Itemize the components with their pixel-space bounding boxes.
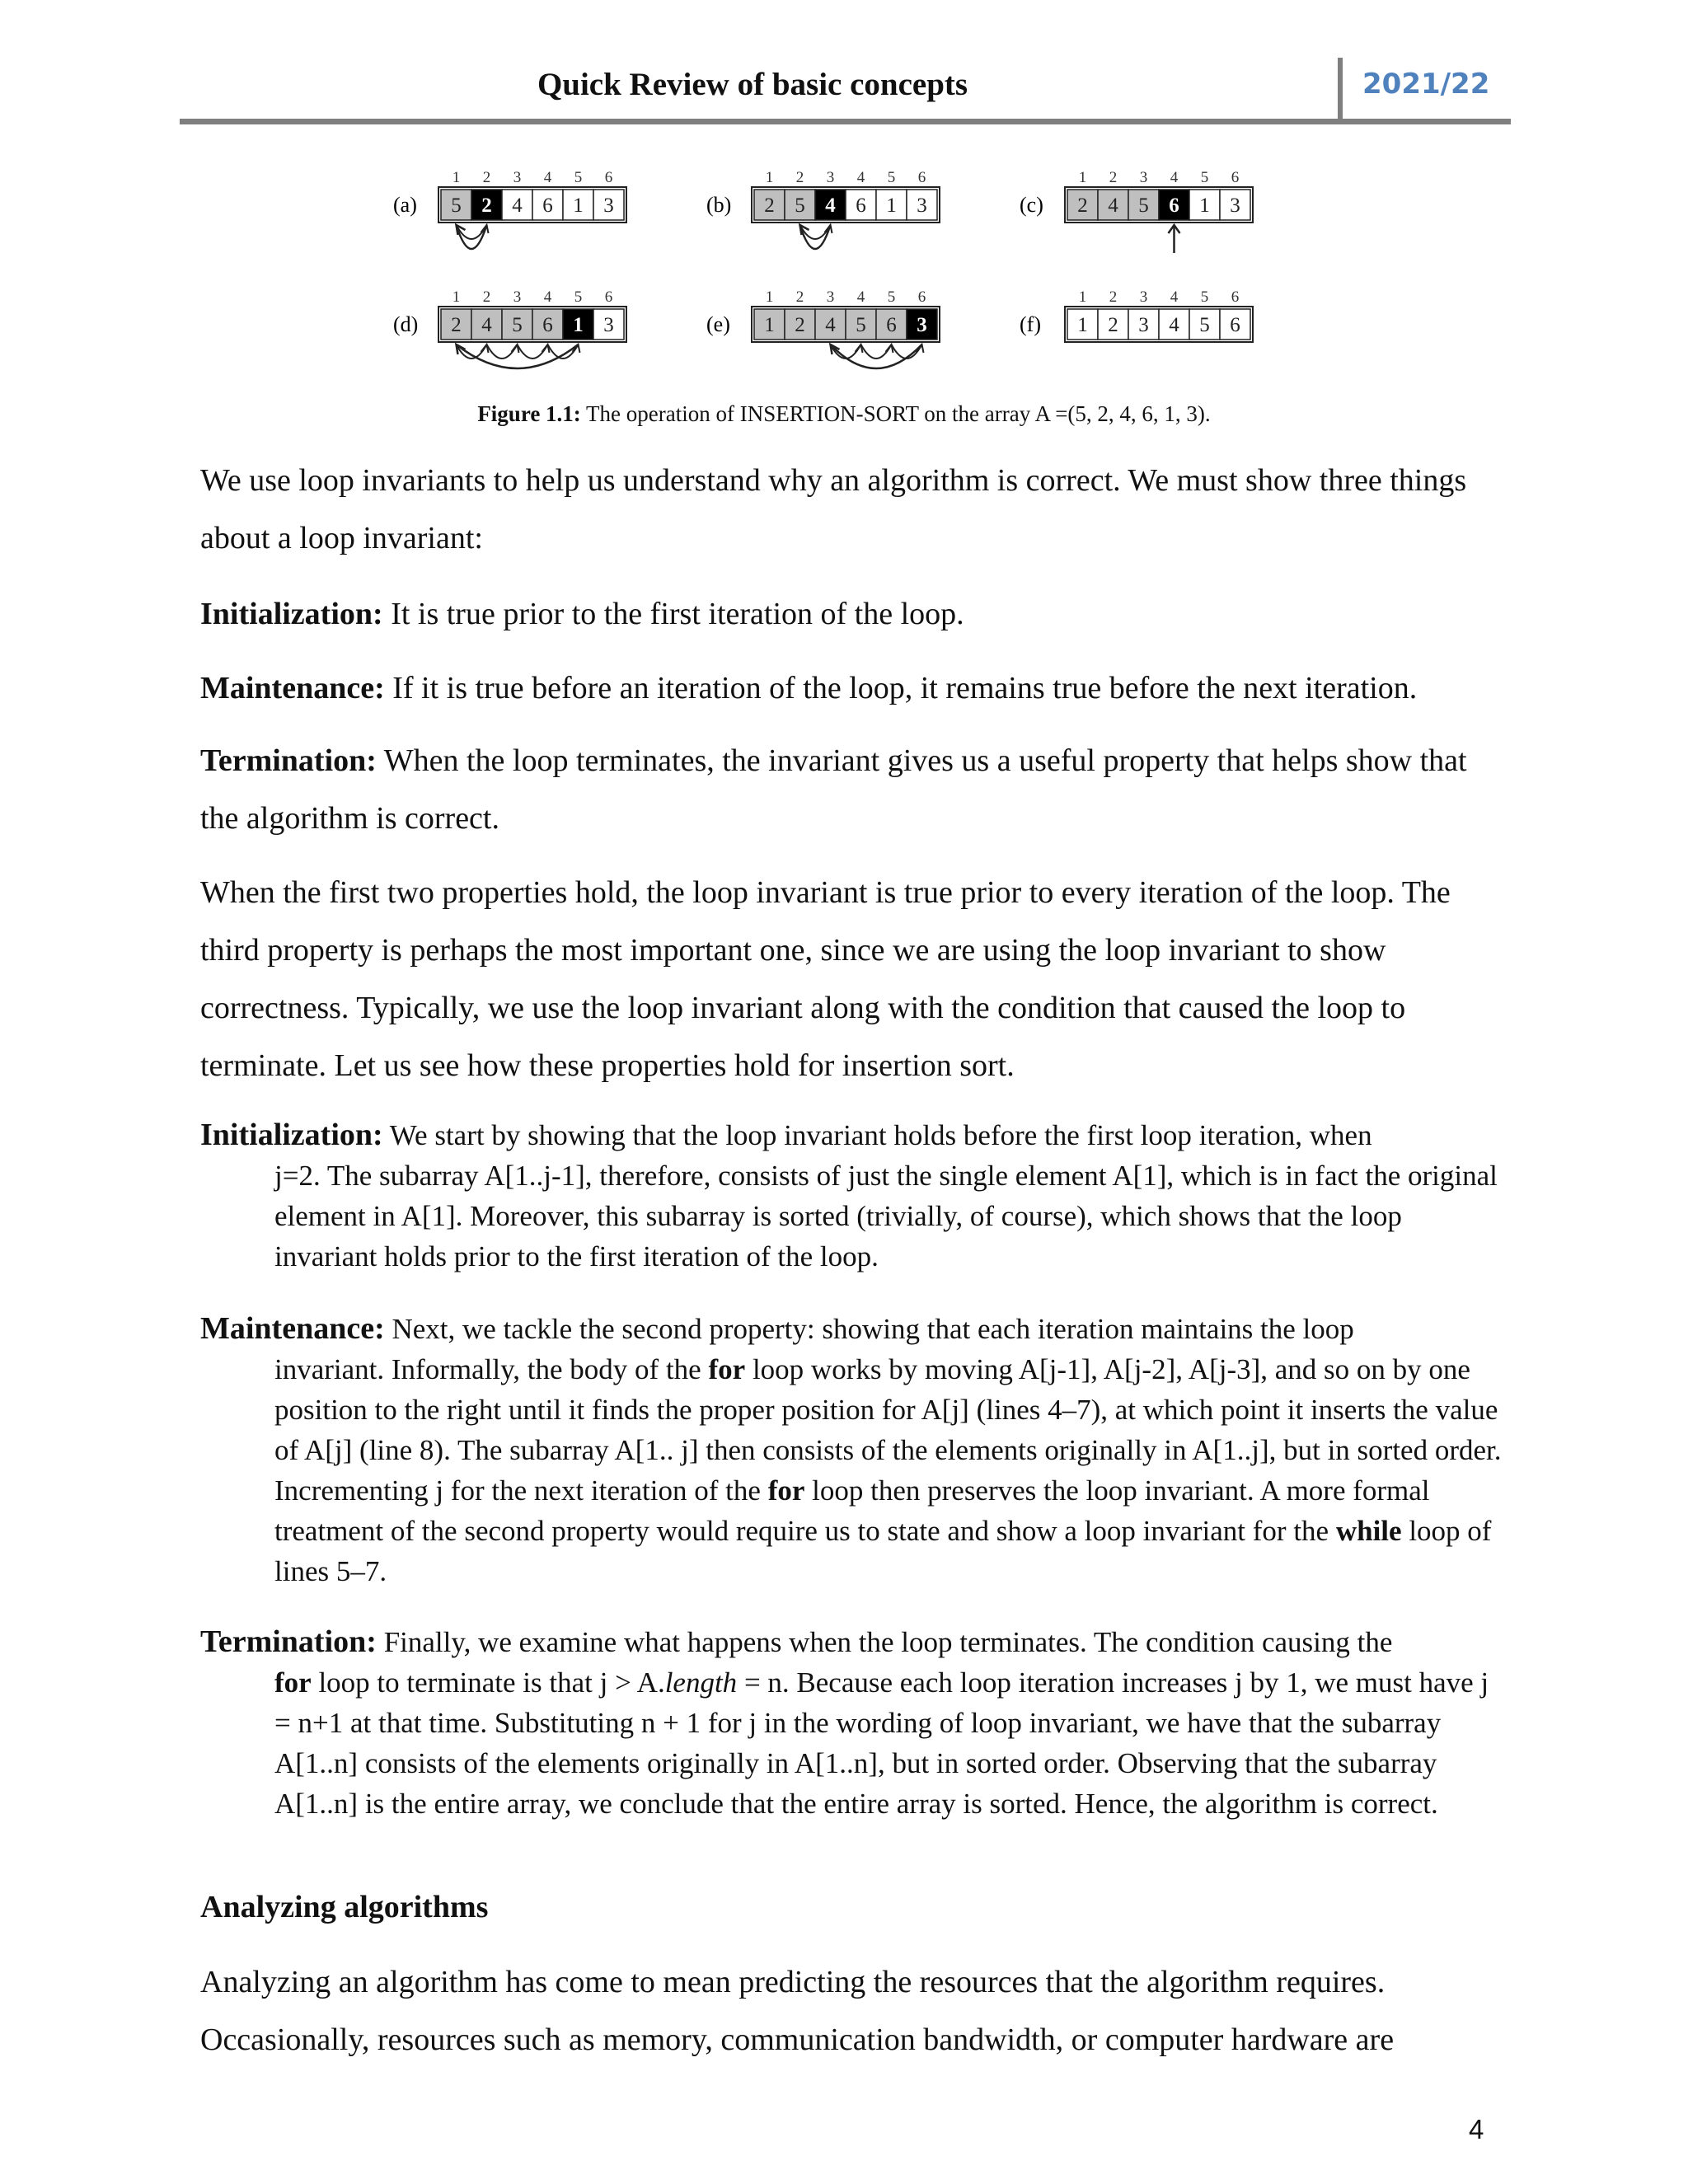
cell-value: 3 bbox=[1138, 314, 1149, 336]
page-number: 4 bbox=[1469, 2114, 1484, 2144]
array-panel bbox=[1020, 169, 1253, 253]
index-label: 4 bbox=[856, 288, 865, 306]
index-label: 6 bbox=[1231, 288, 1240, 306]
insertion-termination bbox=[200, 1622, 1503, 1824]
index-label: 4 bbox=[1170, 169, 1179, 186]
array-panel bbox=[706, 288, 940, 368]
caption-text: The operation of INSERTION-SORT on the array A =(5, 2, 4, 6, 1, 3). bbox=[580, 401, 1211, 426]
index-label: 6 bbox=[604, 288, 613, 306]
index-label: 2 bbox=[795, 288, 804, 306]
index-label: 1 bbox=[1078, 169, 1087, 186]
q2-text-b: loop works by moving A[j-1], A[j-2], A[j-3], and so on by one position to the right until it finds the proper position for A[j] (lines 4–7), at which point it inserts the value of A[j] (line 8). The subarray A[1.. j] then consists of the elements originally in A[1..j], but in sorted order. Incrementing j for the next iteration of the bbox=[274, 1353, 1502, 1507]
cell-value: 6 bbox=[886, 314, 897, 336]
cell-value: 4 bbox=[481, 314, 492, 336]
cell-value: 1 bbox=[1199, 194, 1210, 217]
q3-keyword-for: for bbox=[274, 1666, 312, 1699]
cell-value: 2 bbox=[451, 314, 462, 336]
cell-value: 6 bbox=[542, 314, 553, 336]
cell-value: 5 bbox=[795, 194, 805, 217]
index-label: 5 bbox=[574, 169, 583, 186]
cell-value: 3 bbox=[917, 314, 927, 336]
index-label: 1 bbox=[1078, 288, 1087, 306]
q2-first-line: Next, we tackle the second property: showing that each iteration maintains the loop bbox=[384, 1313, 1354, 1345]
array-panel bbox=[1020, 288, 1253, 342]
index-label: 3 bbox=[826, 169, 835, 186]
q1-first-line: We start by showing that the loop invariant holds before the first loop iteration, when bbox=[382, 1119, 1372, 1151]
q3-label: Termination: bbox=[200, 1624, 377, 1659]
insert-arrow bbox=[831, 344, 922, 368]
cell-value: 2 bbox=[1108, 314, 1118, 336]
index-label: 4 bbox=[856, 169, 865, 186]
q3-text-a: loop to terminate is that j > A. bbox=[311, 1666, 665, 1699]
cell-value: 6 bbox=[1230, 314, 1240, 336]
cell-value: 5 bbox=[856, 314, 866, 336]
header-rule bbox=[180, 119, 1511, 124]
q2-text-a: invariant. Informally, the body of the bbox=[274, 1353, 709, 1385]
index-label: 3 bbox=[1139, 288, 1148, 306]
initialization-label: Initialization: bbox=[200, 597, 383, 631]
cell-value: 3 bbox=[917, 194, 927, 217]
index-label: 2 bbox=[1109, 288, 1118, 306]
insertion-sort-figure bbox=[387, 157, 1302, 396]
index-label: 4 bbox=[543, 288, 552, 306]
cell-value: 6 bbox=[856, 194, 866, 217]
cell-value: 6 bbox=[1169, 194, 1179, 217]
paragraph-loop-invariants: We use loop invariants to help us understand why an algorithm is correct. We must show three things about a loop invariant: bbox=[200, 463, 1467, 555]
header-divider bbox=[1338, 58, 1343, 122]
index-label: 2 bbox=[482, 288, 491, 306]
q2-rest bbox=[200, 1349, 1503, 1591]
q2-keyword-while: while bbox=[1335, 1515, 1402, 1547]
paragraph-initialization bbox=[200, 585, 1503, 643]
cell-value: 2 bbox=[764, 194, 775, 217]
q3-rest bbox=[200, 1662, 1503, 1824]
index-label: 1 bbox=[452, 288, 461, 306]
q2-text-c: loop then preserves the loop invariant. A more formal treatment of the second property would require us to state and show a loop invariant for the bbox=[274, 1474, 1430, 1547]
paragraph-termination bbox=[200, 732, 1503, 847]
index-label: 5 bbox=[887, 169, 896, 186]
cell-value: 6 bbox=[542, 194, 553, 217]
cell-value: 4 bbox=[825, 194, 836, 217]
q3-first-line: Finally, we examine what happens when the loop terminates. The condition causing the bbox=[376, 1626, 1393, 1658]
index-label: 3 bbox=[513, 288, 522, 306]
q1-rest: j=2. The subarray A[1..j-1], therefore, consists of just the single element A[1], which is in fact the original element in A[1]. Moreover, this subarray is sorted (trivially, of course), which shows that the loop invariant holds prior to the first iteration of the loop. bbox=[274, 1160, 1498, 1272]
maintenance-label: Maintenance: bbox=[200, 671, 385, 705]
panel-label: (a) bbox=[393, 193, 417, 217]
cell-value: 1 bbox=[573, 194, 584, 217]
index-label: 6 bbox=[917, 169, 926, 186]
initialization-text: It is true prior to the first iteration of the loop. bbox=[382, 597, 964, 631]
insert-arrowhead bbox=[457, 225, 466, 235]
insert-arrowhead bbox=[800, 225, 809, 235]
header-title: Quick Review of basic concepts bbox=[537, 67, 968, 102]
q3-keyword-length: length bbox=[664, 1666, 738, 1699]
cell-value: 4 bbox=[1108, 194, 1118, 217]
panel-label: (e) bbox=[706, 312, 730, 336]
q2-text-d: loop of lines 5–7. bbox=[274, 1515, 1492, 1587]
array-panel bbox=[393, 288, 626, 368]
paragraph-maintenance bbox=[200, 659, 1503, 717]
index-label: 4 bbox=[1170, 288, 1179, 306]
paragraph-properties: When the first two properties hold, the loop invariant is true prior to every iteration of the loop. The third property is perhaps the most important one, since we are using the loop invariant to show correctness. Typically, we use the loop invariant along with the condition that caused the loop to terminate. Let us see how these properties hold for insertion sort. bbox=[200, 875, 1451, 1083]
paragraph-analyzing: Analyzing an algorithm has come to mean predicting the resources that the algorithm requires. Occasionally, resources such as memory, communication bandwidth, or computer hardware are bbox=[200, 1965, 1395, 2057]
array-panel bbox=[706, 169, 940, 249]
index-label: 1 bbox=[452, 169, 461, 186]
cell-value: 2 bbox=[481, 194, 492, 217]
cell-value: 3 bbox=[603, 314, 614, 336]
termination-label: Termination: bbox=[200, 743, 377, 778]
index-label: 3 bbox=[513, 169, 522, 186]
cell-value: 4 bbox=[1169, 314, 1179, 336]
cell-value: 4 bbox=[512, 194, 523, 217]
index-label: 6 bbox=[604, 169, 613, 186]
cell-value: 1 bbox=[1077, 314, 1088, 336]
q3-text-b: = n. Because each loop iteration increases j by 1, we must have j = n+1 at that time. Substituting n + 1 for j in the wording of loop invariant, we have that the subarray A[1..n] consists of the elements originally in A[1..n], but in sorted order. Observing that the subarray A[1..n] is the entire array, we conclude that the entire array is sorted. Hence, the algorithm is correct. bbox=[274, 1666, 1489, 1820]
header-year: 2021/22 bbox=[1362, 68, 1490, 101]
insert-arrowhead bbox=[457, 344, 466, 354]
index-label: 2 bbox=[795, 169, 804, 186]
termination-text: When the loop terminates, the invariant gives us a useful property that helps show that the algorithm is correct. bbox=[200, 743, 1467, 836]
cell-value: 2 bbox=[795, 314, 805, 336]
cell-value: 3 bbox=[603, 194, 614, 217]
cell-value: 5 bbox=[451, 194, 462, 217]
insertion-initialization bbox=[200, 1115, 1503, 1277]
panel-label: (b) bbox=[706, 193, 732, 217]
q2-keyword-for-2: for bbox=[767, 1474, 805, 1507]
cell-value: 1 bbox=[764, 314, 775, 336]
panel-label: (d) bbox=[393, 312, 419, 336]
index-label: 5 bbox=[887, 288, 896, 306]
panel-label: (f) bbox=[1020, 312, 1041, 336]
page-header bbox=[180, 58, 1511, 124]
cell-value: 5 bbox=[1138, 194, 1149, 217]
array-panel bbox=[393, 169, 626, 249]
insertion-maintenance bbox=[200, 1309, 1503, 1591]
section-heading: Analyzing algorithms bbox=[200, 1890, 489, 1924]
index-label: 4 bbox=[543, 169, 552, 186]
index-label: 5 bbox=[1200, 288, 1209, 306]
index-label: 6 bbox=[1231, 169, 1240, 186]
q2-keyword-for: for bbox=[708, 1353, 746, 1385]
q1-label: Initialization: bbox=[200, 1118, 383, 1152]
cell-value: 4 bbox=[825, 314, 836, 336]
cell-value: 1 bbox=[886, 194, 897, 217]
index-label: 2 bbox=[1109, 169, 1118, 186]
index-label: 5 bbox=[574, 288, 583, 306]
index-label: 1 bbox=[765, 169, 774, 186]
cell-value: 1 bbox=[573, 314, 584, 336]
index-label: 5 bbox=[1200, 169, 1209, 186]
q2-label: Maintenance: bbox=[200, 1311, 385, 1346]
index-label: 3 bbox=[1139, 169, 1148, 186]
panel-label: (c) bbox=[1020, 193, 1043, 217]
cell-value: 2 bbox=[1077, 194, 1088, 217]
maintenance-text: If it is true before an iteration of the loop, it remains true before the next iteration. bbox=[384, 671, 1418, 705]
cell-value: 5 bbox=[1199, 314, 1210, 336]
index-label: 2 bbox=[482, 169, 491, 186]
figure-caption bbox=[0, 401, 1688, 427]
caption-label: Figure 1.1: bbox=[477, 401, 581, 426]
index-label: 3 bbox=[826, 288, 835, 306]
index-label: 6 bbox=[917, 288, 926, 306]
cell-value: 3 bbox=[1230, 194, 1240, 217]
cell-value: 5 bbox=[512, 314, 523, 336]
index-label: 1 bbox=[765, 288, 774, 306]
